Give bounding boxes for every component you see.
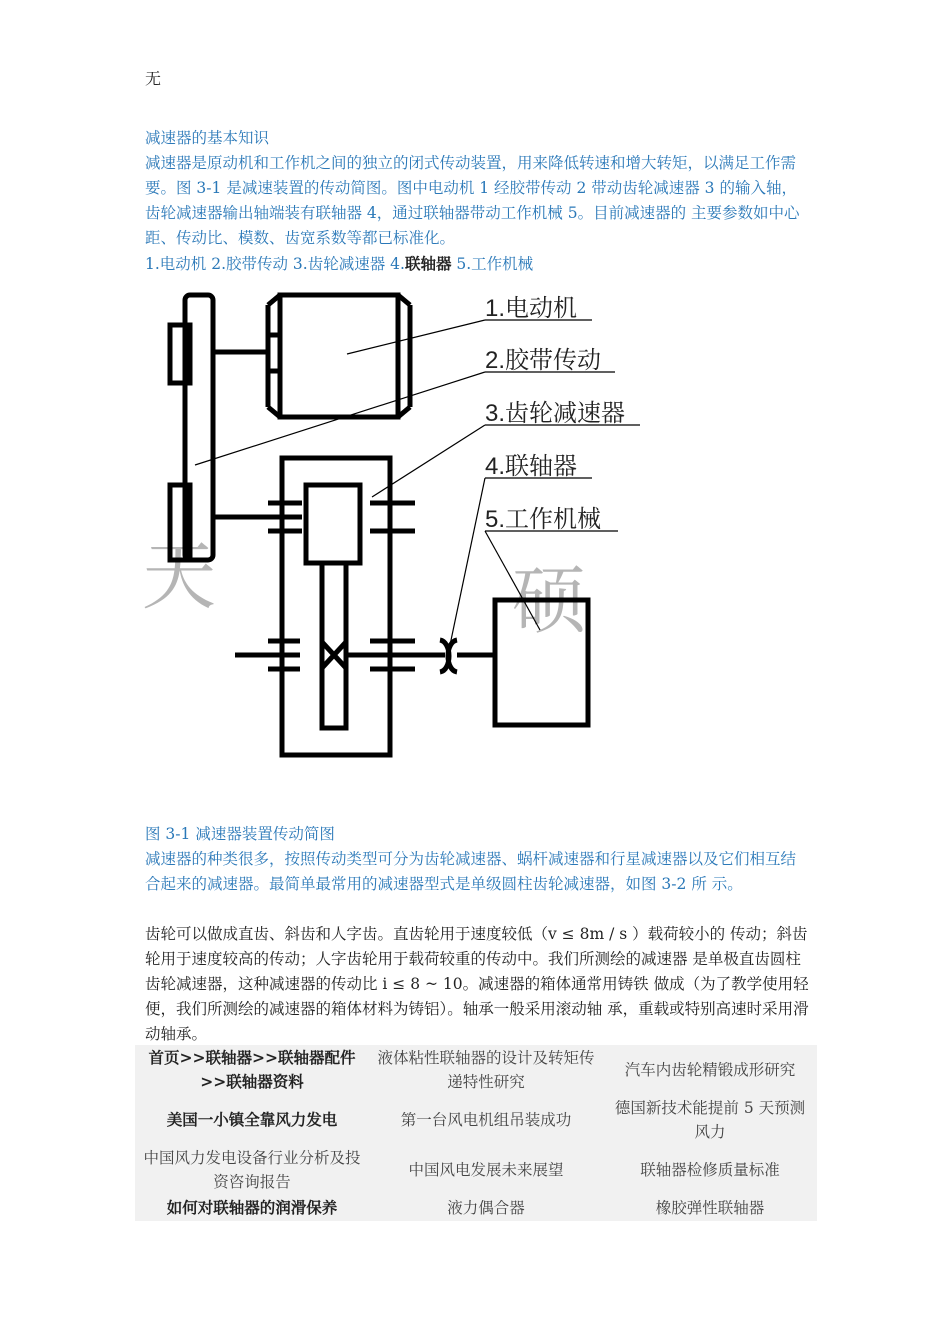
types-paragraph: 减速器的种类很多，按照传动类型可分为齿轮减速器、蜗杆减速器和行星减速器以及它们相互结合起来的减速器。最简单最常用的减速器型式是单级圆柱齿轮减速器，如图 3-2 所 示。 [145,850,797,893]
legend-part2: 5.工作机械 [451,255,534,273]
table-row [135,1195,817,1221]
related-link[interactable]: 中国风电发展未来展望 [408,1161,564,1179]
label-reducer: 3.齿轮减速器 [485,400,626,427]
gear-reducer [235,458,445,755]
table-row [135,1095,817,1145]
related-link[interactable]: 液体粘性联轴器的设计及转矩传递特性研究 [377,1049,595,1091]
legend-line [145,251,810,277]
coupling [440,640,495,672]
related-link[interactable]: 中国风力发电设备行业分析及投资咨询报告 [143,1149,361,1191]
gears-paragraph: 齿轮可以做成直齿、斜齿和人字齿。直齿轮用于速度较低（v ≤ 8m / s ）载荷较小的 传动；斜齿轮用于速度较高的传动；人字齿轮用于载荷较重的传动中。我们所测绘的减速器 是单极直齿圆柱齿轮减速器，这种减速器的传动比 i ≤ 8 ~ 10。减速器的箱体通常用铸铁 做成（为了教学使用轻便，我们所测绘的减速器的箱体材料为铸铝）。轴承一般采用滚动轴 承，重载或特别高速时采用滑动轴承。 [145,925,809,1043]
related-link[interactable]: 汽车内齿轮精锻成形研究 [624,1061,796,1079]
section-heading: 减速器的基本知识 [145,129,270,147]
breadcrumb-link[interactable]: 首页>>联轴器>>联轴器配件>>联轴器资料 [148,1048,356,1091]
watermark-right: 硕 [512,558,586,644]
intro-paragraph: 减速器是原动机和工作机之间的独立的闭式传动装置，用来降低转速和增大转矩，以满足工作需要。图 3-1 是减速装置的传动简图。图中电动机 1 经胶带传动 2 带动齿轮减速器 3 的输入轴，齿轮减速器输出轴端装有联轴器 4，通过联轴器带动工作机械 5。目前减速器的 主要参数如中心距、传动比、模数、齿宽系数等都已标准化。 [145,154,800,247]
label-machine: 5.工作机械 [485,506,602,533]
related-link[interactable]: 如何对联轴器的润滑保养 [166,1198,338,1217]
diagram-watermark [142,534,587,644]
legend-bold: 联轴器 [404,254,452,273]
table-row [135,1045,817,1095]
header-mark: 无 [145,69,162,88]
figure-caption: 图 3-1 减速器装置传动简图 [145,825,335,843]
transmission-diagram [140,280,660,775]
label-belt: 2.胶带传动 [485,347,602,374]
watermark-left: 天 [142,534,216,620]
label-coupling: 4.联轴器 [485,453,578,480]
related-link[interactable]: 联轴器检修质量标准 [640,1161,780,1179]
related-links-table [135,1045,817,1221]
related-link[interactable]: 德国新技术能提前 5 天预测风力 [614,1099,806,1141]
related-link[interactable]: 第一台风电机组吊装成功 [400,1111,572,1129]
related-link[interactable]: 液力偶合器 [447,1199,525,1217]
table-row [135,1145,817,1195]
related-link[interactable]: 美国一小镇全靠风力发电 [166,1110,338,1129]
label-motor: 1.电动机 [485,295,578,322]
electric-motor [268,295,410,417]
diagram-labels [485,295,625,533]
related-link[interactable]: 橡胶弹性联轴器 [655,1199,765,1217]
legend-part1: 1.电动机 2.胶带传动 3.齿轮减速器 4. [145,255,405,273]
